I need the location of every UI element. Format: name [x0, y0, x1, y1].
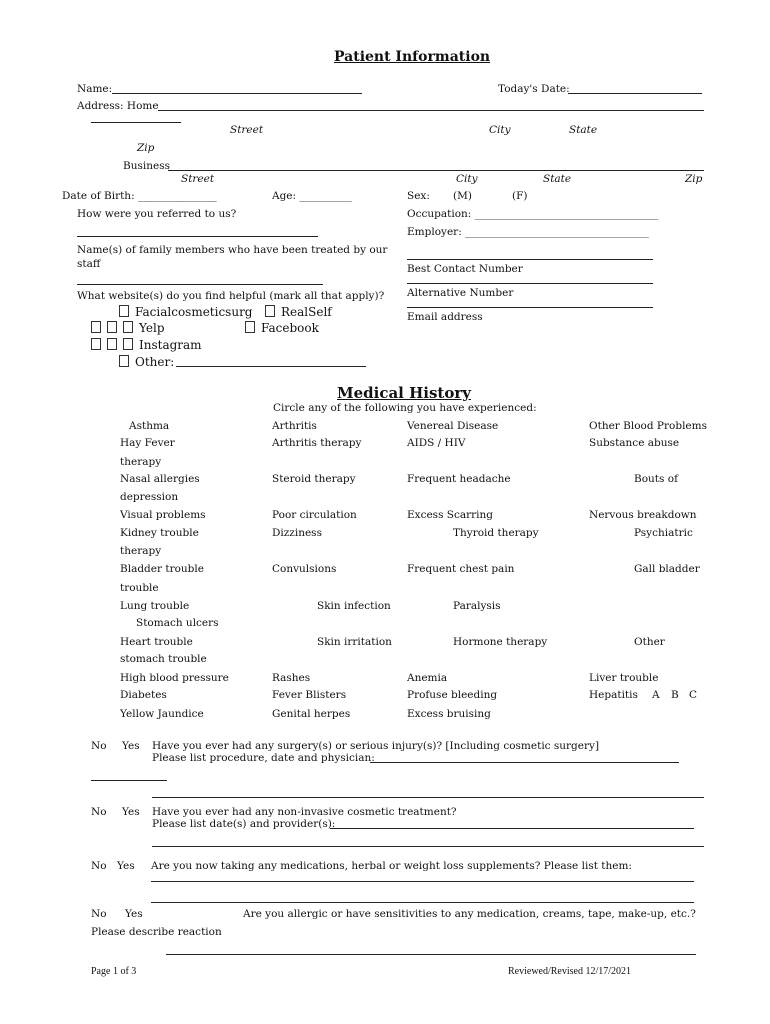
family-members-label: Name(s) of family members who have been treated by our — [77, 244, 388, 256]
condition-item[interactable]: Paralysis — [453, 600, 501, 612]
condition-item-cont: trouble — [120, 582, 159, 594]
checkbox-icon — [123, 338, 133, 350]
referred-field[interactable] — [77, 236, 318, 237]
business-address-field[interactable] — [168, 170, 704, 171]
best-contact-field[interactable] — [407, 259, 653, 260]
condition-item[interactable]: Profuse bleeding — [407, 689, 498, 701]
home-zip-label: Zip — [137, 142, 155, 154]
business-label: Business — [123, 160, 170, 172]
condition-item[interactable]: Liver trouble — [589, 672, 659, 684]
medical-history-title: Medical History — [337, 384, 471, 402]
checkbox-icon[interactable] — [91, 338, 101, 350]
home-address-field[interactable] — [158, 110, 704, 111]
q3-question: Are you now taking any medications, herbal or weight loss supplements? Please list them: — [151, 860, 632, 872]
home-address-field-cont[interactable] — [91, 122, 181, 123]
business-zip-label: Zip — [685, 173, 703, 185]
condition-item-cont: therapy — [120, 545, 162, 557]
condition-item[interactable]: Hay Fever — [120, 437, 175, 449]
condition-item-cont: therapy — [120, 456, 162, 468]
page-title: Patient Information — [334, 49, 491, 65]
condition-item[interactable]: Excess Scarring — [407, 509, 494, 521]
condition-item[interactable]: Steroid therapy — [272, 473, 356, 485]
condition-item[interactable]: Arthritis therapy — [272, 437, 362, 449]
other-website-field[interactable] — [176, 366, 366, 367]
condition-item[interactable]: Genital herpes — [272, 708, 351, 720]
condition-item[interactable]: Excess bruising — [407, 708, 491, 720]
condition-item[interactable]: Frequent headache — [407, 473, 511, 485]
condition-item[interactable]: Skin irritation — [317, 636, 392, 648]
q2-answer-field-2[interactable] — [152, 846, 704, 847]
condition-item[interactable]: Stomach ulcers — [136, 617, 219, 629]
page-number: Page 1 of 3 — [91, 966, 137, 977]
name-label: Name: — [77, 83, 113, 95]
q2-answer-field[interactable] — [330, 828, 694, 829]
q1-answer-field-3[interactable] — [152, 797, 704, 798]
condition-item[interactable]: Yellow Jaundice — [120, 708, 204, 720]
q2-yes-option[interactable]: Yes — [122, 806, 140, 818]
name-field[interactable] — [112, 93, 362, 94]
hepatitis-b-option[interactable]: B — [671, 689, 679, 701]
condition-item[interactable]: Venereal Disease — [407, 420, 499, 432]
q3-yes-option[interactable]: Yes — [117, 860, 135, 872]
family-members-label-cont: staff — [77, 258, 101, 270]
condition-item[interactable]: Bouts of — [634, 473, 678, 485]
condition-item[interactable]: Hepatitis — [589, 689, 638, 701]
condition-item[interactable]: Heart trouble — [120, 636, 193, 648]
q1-yes-option[interactable]: Yes — [122, 740, 140, 752]
hepatitis-a-option[interactable]: A — [652, 689, 660, 701]
sex-male-option[interactable]: (M) — [453, 190, 472, 202]
condition-item[interactable]: High blood pressure — [120, 672, 229, 684]
condition-item[interactable]: Substance abuse — [589, 437, 680, 449]
condition-item[interactable]: Other — [634, 636, 665, 648]
q2-no-option[interactable]: No — [91, 806, 107, 818]
hepatitis-c-option[interactable]: C — [689, 689, 698, 701]
condition-item-cont: stomach trouble — [120, 653, 207, 665]
referred-label: How were you referred to us? — [77, 208, 237, 220]
condition-item[interactable]: AIDS / HIV — [407, 437, 466, 449]
business-city-label: City — [456, 173, 478, 185]
todays-date-field[interactable] — [568, 93, 702, 94]
checkbox-icon — [107, 338, 117, 350]
occupation-field[interactable]: Occupation: ___________________________________ — [407, 208, 659, 220]
condition-item[interactable]: Hormone therapy — [453, 636, 548, 648]
condition-item-cont: depression — [120, 491, 179, 503]
condition-item[interactable]: Arthritis — [272, 420, 317, 432]
condition-item[interactable]: Frequent chest pain — [407, 563, 515, 575]
q2-sub-label: Please list date(s) and provider(s): — [152, 818, 336, 830]
option-other[interactable]: Other: — [119, 355, 174, 368]
employer-field[interactable]: Employer: ___________________________________ — [407, 226, 649, 238]
checkbox-icon[interactable] — [119, 355, 129, 367]
checkbox-icon[interactable] — [91, 321, 101, 333]
checkbox-icon[interactable] — [119, 305, 129, 317]
condition-item[interactable]: Nasal allergies — [120, 473, 200, 485]
condition-item[interactable]: Kidney trouble — [120, 527, 199, 539]
condition-item[interactable]: Lung trouble — [120, 600, 190, 612]
condition-item[interactable]: Convulsions — [272, 563, 337, 575]
q1-question: Have you ever had any surgery(s) or serious injury(s)? [Including cosmetic surgery] — [152, 740, 600, 752]
q4-sub-label: Please describe reaction — [91, 926, 222, 938]
checkbox-icon — [107, 321, 117, 333]
option-realself[interactable]: RealSelf — [265, 305, 332, 318]
websites-label: What website(s) do you find helpful (mark all that apply)? — [77, 290, 385, 302]
q3-answer-field[interactable] — [151, 881, 694, 882]
q4-answer-field[interactable] — [166, 954, 696, 955]
revision-date: Reviewed/Revised 12/17/2021 — [508, 966, 632, 977]
medical-history-subtitle: Circle any of the following you have experienced: — [273, 402, 537, 414]
option-yelp[interactable]: Yelp — [91, 321, 165, 334]
best-contact-label: Best Contact Number — [407, 263, 523, 275]
condition-item[interactable]: Other Blood Problems — [589, 420, 707, 432]
sex-label: Sex: — [407, 190, 430, 202]
condition-item[interactable]: Thyroid therapy — [453, 527, 539, 539]
sex-female-option[interactable]: (F) — [512, 190, 528, 202]
q1-sub-label: Please list procedure, date and physician: — [152, 752, 375, 764]
address-label: Address: Home — [77, 100, 159, 112]
condition-item[interactable]: Bladder trouble — [120, 563, 204, 575]
condition-item[interactable]: Diabetes — [120, 689, 167, 701]
checkbox-icon — [123, 321, 133, 333]
option-instagram[interactable]: Instagram — [91, 338, 202, 351]
q4-yes-option[interactable]: Yes — [125, 908, 143, 920]
home-street-label: Street — [230, 124, 264, 136]
condition-item[interactable]: Dizziness — [272, 527, 322, 539]
condition-item[interactable]: Poor circulation — [272, 509, 357, 521]
q4-question: Are you allergic or have sensitivities to any medication, creams, tape, make-up, etc.? — [243, 908, 696, 920]
age-field[interactable]: Age: __________ — [272, 190, 352, 202]
q3-answer-field-2[interactable] — [151, 902, 694, 903]
family-members-field[interactable] — [77, 284, 323, 285]
dob-field[interactable]: Date of Birth: _______________ — [62, 190, 217, 202]
business-state-label: State — [543, 173, 572, 185]
home-city-label: City — [489, 124, 511, 136]
condition-item[interactable]: Nervous breakdown — [589, 509, 697, 521]
q2-question: Have you ever had any non-invasive cosmetic treatment? — [152, 806, 457, 818]
home-state-label: State — [569, 124, 598, 136]
q1-no-option[interactable]: No — [91, 740, 107, 752]
todays-date-label: Today's Date: — [498, 83, 570, 95]
condition-item[interactable]: Psychiatric — [634, 527, 693, 539]
checkbox-icon[interactable] — [245, 321, 255, 333]
option-facialcosmeticsurg[interactable]: Facialcosmeticsurg — [119, 305, 253, 318]
condition-item[interactable]: Skin infection — [317, 600, 391, 612]
condition-item[interactable]: Gall bladder — [634, 563, 700, 575]
alt-number-field[interactable] — [407, 283, 653, 284]
alt-number-label: Alternative Number — [407, 287, 514, 299]
q1-answer-field-2[interactable] — [91, 780, 167, 781]
q4-no-option[interactable]: No — [91, 908, 107, 920]
email-label: Email address — [407, 311, 483, 323]
email-field[interactable] — [407, 307, 653, 308]
condition-item[interactable]: Visual problems — [120, 509, 206, 521]
condition-item[interactable]: Asthma — [129, 420, 170, 432]
condition-item[interactable]: Rashes — [272, 672, 311, 684]
option-facebook[interactable]: Facebook — [245, 321, 319, 334]
business-street-label: Street — [181, 173, 215, 185]
condition-item[interactable]: Fever Blisters — [272, 689, 347, 701]
q1-answer-field[interactable] — [370, 762, 679, 763]
checkbox-icon[interactable] — [265, 305, 275, 317]
q3-no-option[interactable]: No — [91, 860, 107, 872]
condition-item[interactable]: Anemia — [407, 672, 448, 684]
